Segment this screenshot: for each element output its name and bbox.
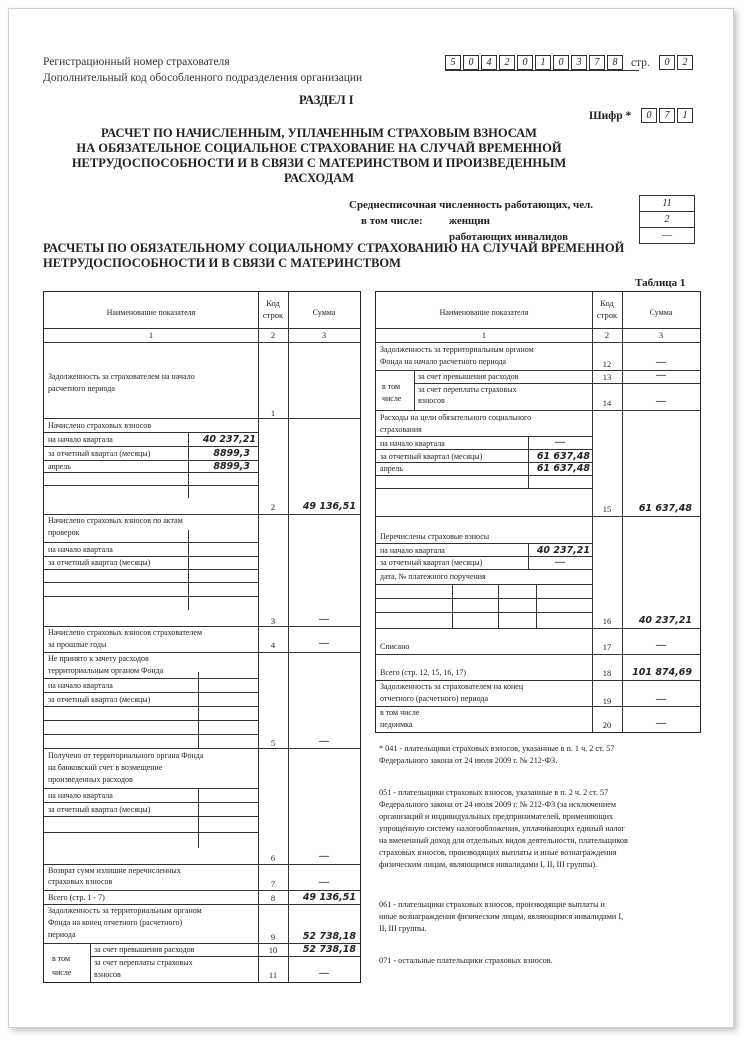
- row-2-sub-1: на начало квартала: [48, 435, 113, 444]
- row-4-sum: —: [319, 638, 329, 649]
- row-2-label: Начислено страховых взносов: [48, 421, 151, 430]
- left-col-code-header: Код: [266, 298, 280, 308]
- left-col-name-header: Наименование показателя: [106, 308, 196, 317]
- footnote-071: [379, 955, 699, 967]
- row-2-code: 2: [270, 502, 276, 512]
- reg-number-boxes: [445, 55, 635, 70]
- form-page: [8, 8, 734, 1028]
- row-19-label-2: отчетного (расчетного) периода: [380, 694, 489, 703]
- section-title: РАЗДЕЛ I: [299, 93, 354, 107]
- cipher-digit: 7: [659, 108, 675, 123]
- row-6-sum: —: [319, 851, 329, 862]
- row-14-code: 14: [602, 398, 612, 408]
- row-7-code: 7: [270, 879, 276, 889]
- cipher-digit: 1: [677, 108, 693, 123]
- row-4-label: Начислено страховых взносов страхователем: [48, 628, 203, 637]
- footnote-line: физическим лицам, являющимся инвалидами I, II, III группы).: [379, 860, 598, 869]
- row-3-label: Начислено страховых взносов по актам: [48, 516, 183, 525]
- reg-digit: 1: [535, 55, 551, 70]
- right-col-name-header: Наименование показателя: [439, 308, 529, 317]
- row-16-sub-1-value: 40 237,21: [536, 545, 590, 556]
- row-16-sub-2-value: —: [555, 557, 565, 568]
- incl-label: в том числе:: [361, 215, 423, 227]
- row-4-label-2: за прошлые годы: [48, 640, 107, 649]
- row-3-sub-2: за отчетный квартал (месяцы): [48, 558, 151, 567]
- left-col-num-3: 3: [321, 330, 327, 340]
- row-12-label: Задолженность за территориальным органом: [380, 345, 534, 354]
- row-10-code: 10: [268, 945, 278, 955]
- row-11-label: за счет переплаты страховых: [94, 958, 193, 967]
- row-6-code: 6: [270, 853, 276, 863]
- row-8-label: Всего (стр. 1 - 7): [48, 893, 105, 902]
- row-20-sum: —: [656, 718, 666, 729]
- right-col-num-1: 1: [481, 330, 487, 340]
- row-3-code: 3: [270, 616, 276, 626]
- disabled-value: —: [639, 227, 695, 244]
- row-3-sub-1: на начало квартала: [48, 545, 113, 554]
- row-15-sub-3-value: 61 637,48: [536, 463, 590, 474]
- cipher-digit: 0: [641, 108, 657, 123]
- row-14-label-2: взносов: [418, 396, 445, 405]
- footnote-line: * 041 - плательщики страховых взносов, указанные в п. 1 ч. 2 ст. 57: [379, 744, 615, 753]
- row-11-code: 11: [268, 970, 278, 980]
- title-line: НА ОБЯЗАТЕЛЬНОЕ СОЦИАЛЬНОЕ СТРАХОВАНИЕ НА СЛУЧАЙ ВРЕМЕННОЙ: [76, 141, 562, 155]
- row-10-label: за счет превышения расходов: [94, 945, 195, 954]
- title-line: НЕТРУДОСПОСОБНОСТИ И В СВЯЗИ С МАТЕРИНСТВОМ И ПРОИЗВЕДЕННЫМ: [71, 156, 567, 170]
- row-6-sub-2: за отчетный квартал (месяцы): [48, 805, 151, 814]
- reg-digit: 0: [463, 55, 479, 70]
- reg-digit: 8: [607, 55, 623, 70]
- reg-digit: 0: [553, 55, 569, 70]
- footnote-line: 061 - плательщики страховых взносов, производящие выплаты и: [379, 900, 605, 909]
- footnote-line: Федерального закона от 24 июля 2009 г. № 212-ФЗ (за исключением: [379, 800, 617, 809]
- footnote-line: II, III группы.: [379, 924, 427, 933]
- right-col-num-3: 3: [658, 330, 664, 340]
- footnote-line: 071 - остальные плательщики страховых взносов.: [379, 956, 553, 965]
- right-col-code-header: Код: [600, 298, 614, 308]
- page-digit: 0: [659, 55, 675, 70]
- page-label: стр.: [631, 57, 650, 69]
- row-7-sum: —: [319, 877, 329, 888]
- row-2-sub-3-value: 8899,3: [213, 461, 250, 472]
- footnote-line: 051 - плательщики страховых взносов, указанные в п. 2 ч. 2 ст. 57: [379, 788, 609, 797]
- row-4-code: 4: [270, 640, 276, 650]
- row-6-sub-1: на начало квартала: [48, 791, 113, 800]
- women-label: женщин: [449, 215, 491, 227]
- row-16-sub-3: дата, № платежного поручения: [380, 572, 486, 581]
- right-col-num-2: 2: [604, 330, 610, 340]
- row-5-label: Не принято к зачету расходов: [48, 654, 149, 663]
- row-15-code: 15: [602, 504, 612, 514]
- row-13-code: 13: [602, 372, 612, 382]
- row-12-sum: —: [656, 357, 666, 368]
- cipher-boxes: [641, 108, 701, 123]
- cipher-label: Шифр *: [589, 110, 632, 122]
- row-9-label-2: Фонда на конец отчетного (расчетного): [48, 918, 183, 927]
- row-13-sum: —: [656, 370, 666, 381]
- row-6-label-2: на банковский счет в возмещение: [48, 763, 163, 772]
- reg-digit: 0: [517, 55, 533, 70]
- row-5-sub-2: за отчетный квартал (месяцы): [48, 695, 151, 704]
- subtitle-line-2: НЕТРУДОСПОСОБНОСТИ И В СВЯЗИ С МАТЕРИНСТВОМ: [43, 256, 401, 270]
- form-title: [39, 126, 599, 186]
- title-line: РАСЧЕТ ПО НАЧИСЛЕННЫМ, УПЛАЧЕННЫМ СТРАХОВЫМ ВЗНОСАМ: [101, 126, 537, 140]
- row-9-label: Задолженность за территориальным органом: [48, 906, 202, 915]
- right-col-code-header-2: строк: [596, 310, 618, 320]
- row-15-sub-2-value: 61 637,48: [536, 451, 590, 462]
- page-digit: 2: [677, 55, 693, 70]
- avg-headcount-label: Среднесписочная численность работающих, чел.: [349, 199, 594, 211]
- subtitle-line-1: РАСЧЕТЫ ПО ОБЯЗАТЕЛЬНОМУ СОЦИАЛЬНОМУ СТРАХОВАНИЮ НА СЛУЧАЙ ВРЕМЕННОЙ: [43, 241, 625, 255]
- row-19-code: 19: [602, 696, 612, 706]
- footnote-line: страховых взносов, производящих выплаты и иные вознаграждения: [379, 848, 617, 857]
- row-2-sub-2: за отчетный квартал (месяцы): [48, 449, 151, 458]
- left-col-num-2: 2: [270, 330, 276, 340]
- row-13-label: за счет превышения расходов: [418, 372, 519, 381]
- title-line: РАСХОДАМ: [283, 171, 355, 185]
- row-12-label-2: Фонда на начало расчетного периода: [380, 357, 507, 366]
- right-col-sum-header: Сумма: [649, 308, 673, 317]
- row-15-sub-3: апрель: [380, 464, 403, 473]
- row-16-sub-1: на начало квартала: [380, 546, 445, 555]
- footnote-line: иные вознаграждения физическим лицам, являющимся инвалидами I,: [379, 912, 624, 921]
- row-16-code: 16: [602, 616, 612, 626]
- row-1-label-2: расчетного периода: [48, 384, 115, 393]
- footnote-line: упрощенную систему налогообложения, уплачивающих единый налог: [379, 824, 625, 833]
- row-16-sum: 40 237,21: [638, 615, 692, 626]
- row-1-label: Задолженность за страхователем на начало: [48, 372, 195, 381]
- row-15-sub-2: за отчетный квартал (месяцы): [380, 452, 483, 461]
- row-12-code: 12: [602, 359, 612, 369]
- row-6-label-3: произведенных расходов: [48, 775, 133, 784]
- row-15-label: Расходы на цели обязательного социального: [380, 413, 532, 422]
- row-2-sum: 49 136,51: [302, 501, 356, 512]
- reg-digit: 3: [571, 55, 587, 70]
- row-3-sum: —: [319, 614, 329, 625]
- row-7-label-2: страховых взносов: [48, 877, 113, 886]
- row-9-code: 9: [270, 932, 276, 942]
- row-9-sum: 52 738,18: [302, 931, 356, 942]
- row-15-label-2: страхования: [380, 425, 422, 434]
- reg-number-label: Регистрационный номер страхователя: [43, 56, 230, 68]
- disabled-label: работающих инвалидов: [449, 231, 569, 243]
- row-17-sum: —: [656, 640, 666, 651]
- row-20-code: 20: [602, 720, 612, 730]
- avg-headcount-value: 11: [639, 195, 695, 212]
- row-8-code: 8: [270, 893, 276, 903]
- row-5-sum: —: [319, 736, 329, 747]
- left-col-code-header-2: строк: [262, 310, 284, 320]
- row-17-label: Списано: [380, 642, 410, 651]
- row-11-sum: —: [319, 968, 329, 979]
- row-2-sub-1-value: 40 237,21: [202, 434, 256, 445]
- incl-label-right-2: числе: [382, 394, 402, 403]
- extra-code-line: [445, 70, 639, 87]
- row-19-sum: —: [656, 694, 666, 705]
- row-20-label: в том числе: [380, 708, 420, 717]
- footnote-line: на вмененный доход для отдельных видов деятельности, плательщиков: [379, 836, 628, 845]
- row-7-label: Возврат сумм излишне перечисленных: [48, 866, 181, 875]
- row-8-sum: 49 136,51: [302, 892, 356, 903]
- row-19-label: Задолженность за страхователем на конец: [380, 682, 524, 691]
- left-col-sum-header: Сумма: [312, 308, 336, 317]
- row-18-label: Всего (стр. 12, 15, 16, 17): [380, 668, 467, 677]
- left-table: [43, 291, 361, 983]
- row-16-label: Перечислены страховые взносы: [380, 532, 490, 541]
- row-15-sub-1: на начало квартала: [380, 439, 445, 448]
- row-20-label-2: недоимка: [380, 720, 413, 729]
- row-15-sum: 61 637,48: [638, 503, 692, 514]
- incl-label-right: в том: [382, 382, 401, 391]
- reg-digit: 2: [499, 55, 515, 70]
- reg-digit: 7: [589, 55, 605, 70]
- reg-digit: 4: [481, 55, 497, 70]
- right-table: [375, 291, 701, 733]
- row-1-code: 1: [270, 408, 276, 418]
- row-9-label-3: периода: [48, 930, 76, 939]
- incl-label-left: в том: [52, 954, 71, 963]
- row-14-label: за счет переплаты страховых: [418, 385, 517, 394]
- row-15-sub-1-value: —: [555, 437, 565, 448]
- row-5-label-2: территориальным органом Фонда: [48, 666, 164, 675]
- extra-code-label: Дополнительный код обособленного подразделения организации: [43, 72, 363, 84]
- footnote-line: организаций и индивидуальных предпринимателей, применяющих: [379, 812, 614, 821]
- footnote-061: [379, 899, 699, 935]
- row-2-sub-3: апрель: [48, 462, 71, 471]
- row-16-sub-2: за отчетный квартал (месяцы): [380, 558, 483, 567]
- footnote-line: Федерального закона от 24 июля 2009 г. № 212-ФЗ.: [379, 756, 558, 765]
- row-2-sub-2-value: 8899,3: [213, 448, 250, 459]
- footnote-041: [379, 743, 699, 767]
- table-label: Таблица 1: [635, 277, 686, 289]
- row-17-code: 17: [602, 642, 612, 652]
- incl-label-left-2: числе: [52, 968, 72, 977]
- row-6-label: Получено от территориального органа Фонда: [48, 751, 204, 760]
- row-10-sum: 52 738,18: [302, 944, 356, 955]
- row-18-sum: 101 874,69: [632, 667, 692, 678]
- footnote-051: [379, 787, 699, 871]
- women-value: 2: [639, 211, 695, 228]
- row-11-label-2: взносов: [94, 970, 121, 979]
- row-3-label-2: проверок: [48, 528, 80, 537]
- row-14-sum: —: [656, 396, 666, 407]
- page-number-boxes: [659, 55, 699, 70]
- row-5-code: 5: [270, 738, 276, 748]
- row-18-code: 18: [602, 668, 612, 678]
- row-5-sub-1: на начало квартала: [48, 681, 113, 690]
- left-col-num-1: 1: [148, 330, 154, 340]
- reg-digit: 5: [445, 55, 461, 70]
